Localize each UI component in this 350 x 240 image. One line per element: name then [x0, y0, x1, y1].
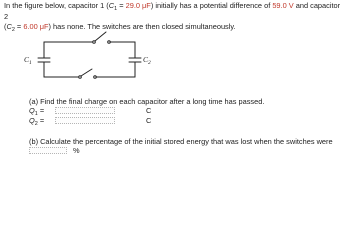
c2-label [143, 55, 151, 64]
part-b-prompt: (b) Calculate the percentage of the initial stored energy that was lost when the switches were [29, 137, 333, 146]
q1-unit: C [146, 106, 152, 115]
q1-subscript: 1 [34, 110, 38, 117]
equals-sign: = [14, 22, 24, 31]
q2-label [29, 116, 55, 125]
c1-subscript: 1 [114, 5, 118, 12]
voltage-value: 59.0 V [272, 1, 294, 10]
problem-text: ( [4, 22, 7, 31]
q2-row [29, 116, 151, 125]
c1-label-subscript: 1 [29, 59, 32, 66]
q1-symbol: Q [29, 106, 35, 115]
c1-label [24, 55, 32, 64]
problem-text: and capacitor 2 [4, 1, 341, 21]
q2-input[interactable] [55, 117, 115, 124]
q1-input[interactable] [55, 107, 115, 114]
percent-unit: % [73, 146, 80, 155]
problem-text: In the figure below, capacitor 1 ( [4, 1, 109, 10]
q2-unit: C [146, 116, 152, 125]
c2-subscript: 2 [11, 26, 15, 33]
q1-label [29, 106, 55, 115]
switch-bottom-blade [81, 69, 92, 76]
c2-label-letter: C [143, 55, 149, 64]
c2-value: 6.00 μF [23, 22, 49, 31]
switch-top-blade [95, 32, 106, 41]
q2-subscript: 2 [34, 120, 38, 127]
equals-sign: = [117, 1, 126, 10]
problem-text: ) initially has a potential difference of [150, 1, 273, 10]
q2-symbol: Q [29, 116, 35, 125]
part-a-prompt: (a) Find the final charge on each capacitor after a long time has passed. [29, 97, 265, 106]
q1-row [29, 106, 151, 115]
c1-symbol: C [108, 1, 115, 10]
c2-symbol: C [6, 22, 12, 31]
percent-row [29, 146, 80, 155]
c2-label-subscript: 2 [148, 59, 151, 66]
c1-label-letter: C [24, 55, 30, 64]
q2-equals: = [37, 116, 45, 125]
percent-input[interactable] [29, 147, 67, 154]
problem-text: ) has none. The switches are then closed simultaneously. [48, 22, 236, 31]
c1-value: 29.0 μF [125, 1, 151, 10]
q1-equals: = [37, 106, 45, 115]
